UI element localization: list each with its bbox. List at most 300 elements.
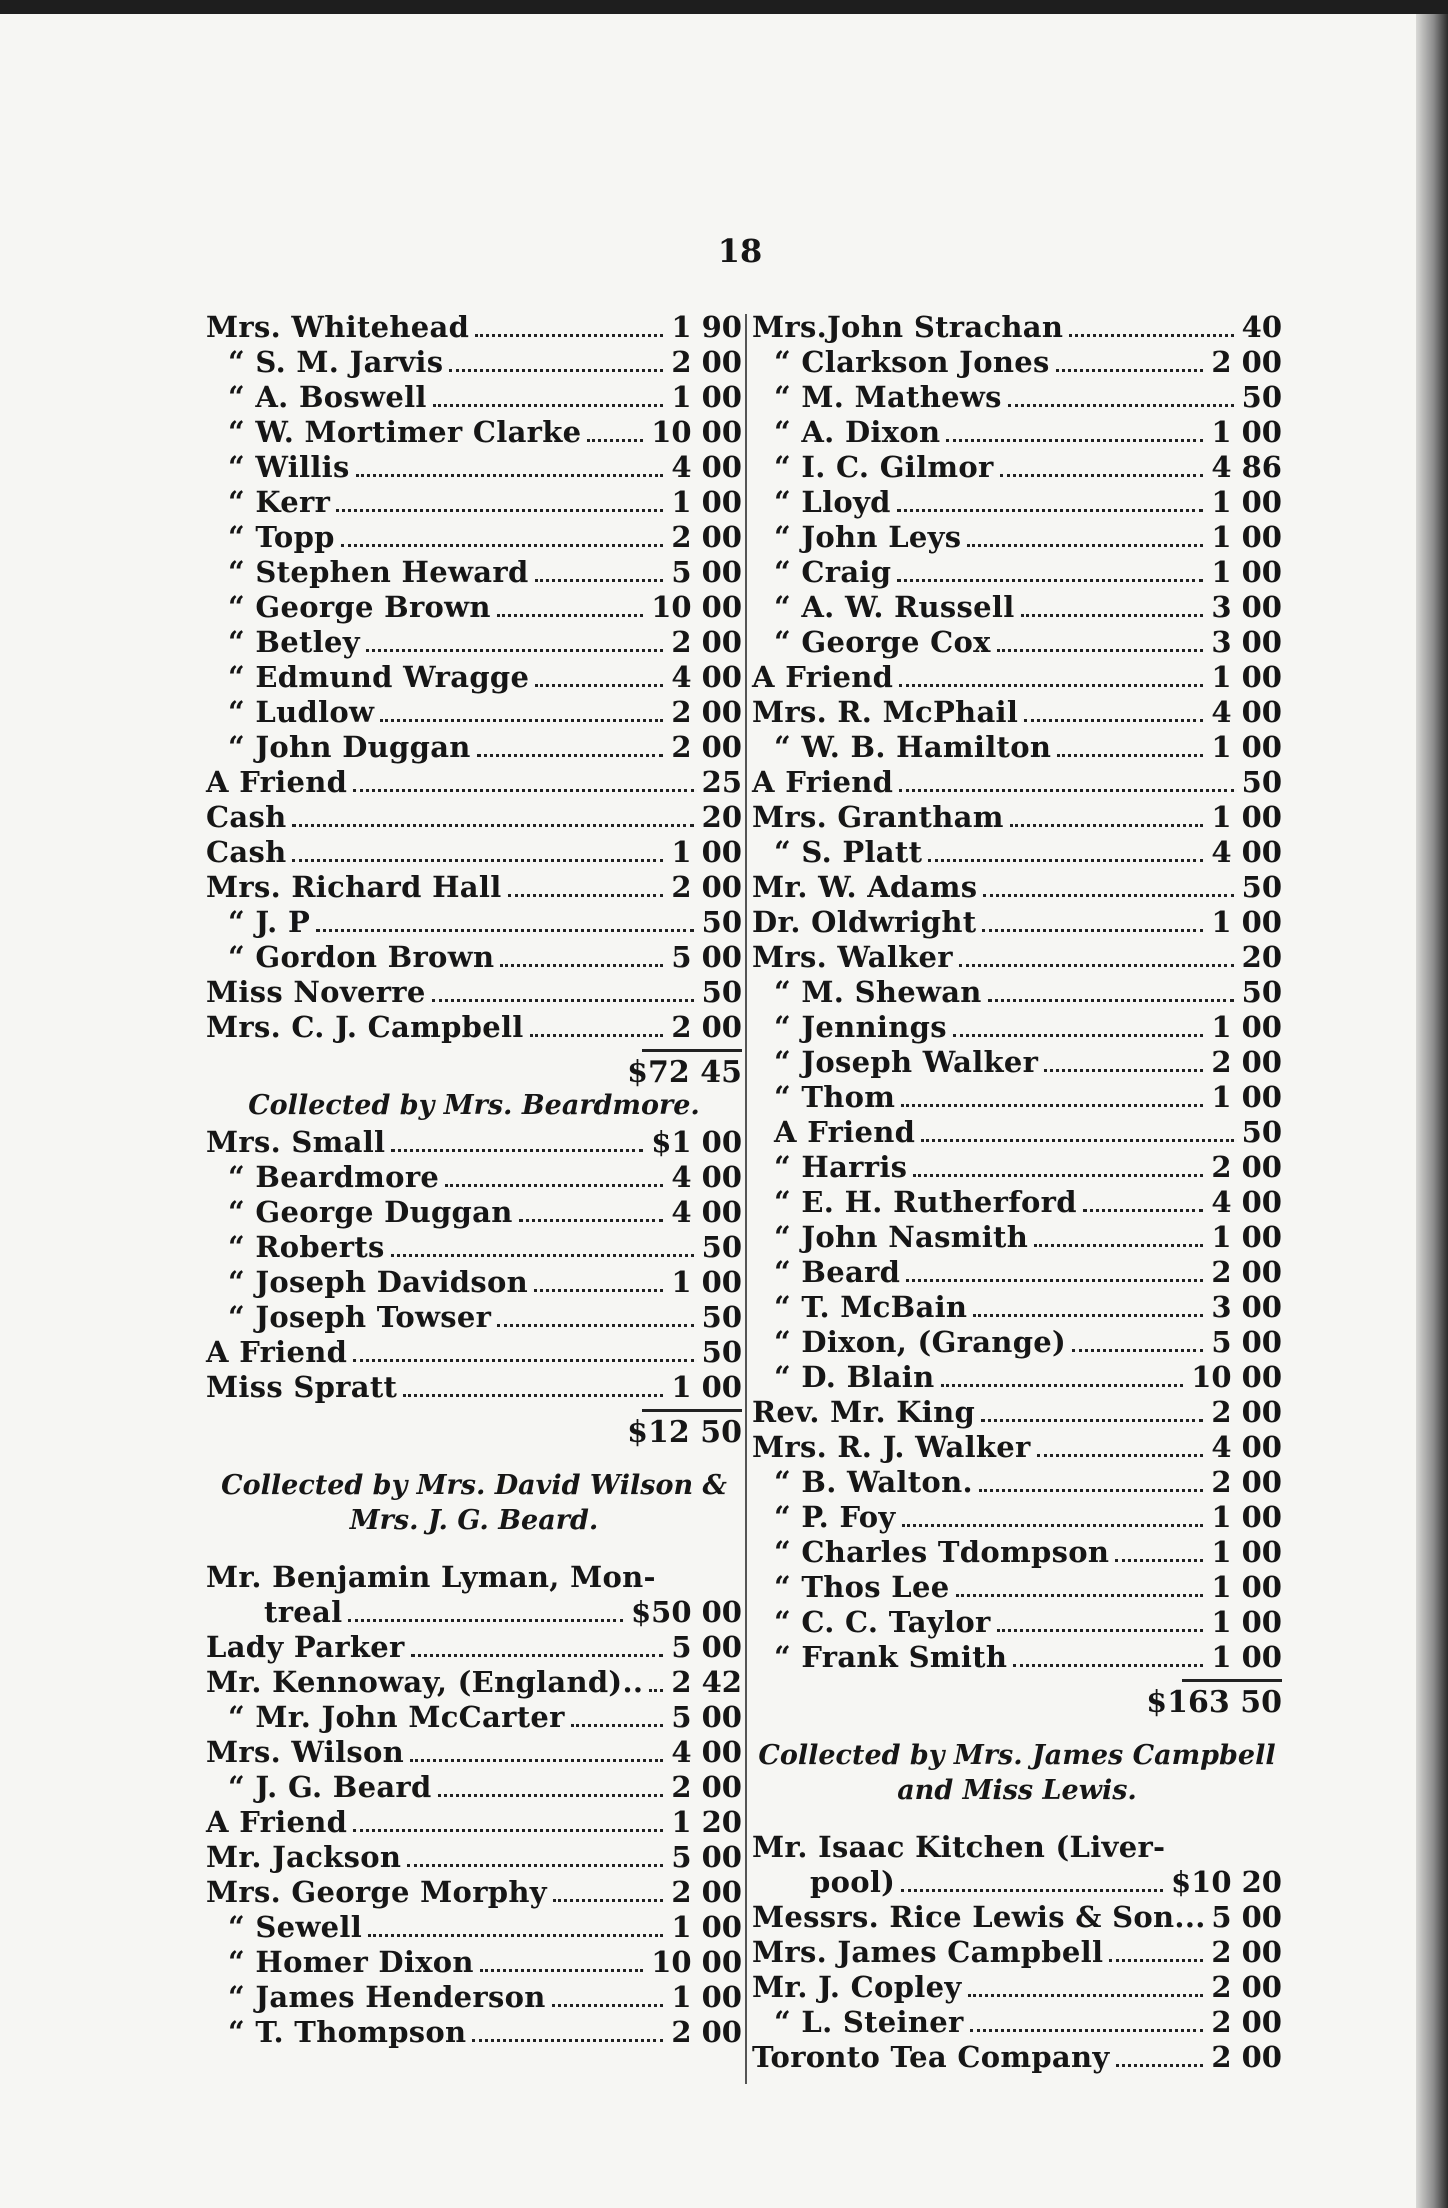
dot-leader — [988, 999, 1234, 1002]
donation-amount: 4 00 — [671, 660, 742, 694]
dot-leader — [519, 1219, 663, 1222]
entry-row — [206, 1875, 742, 1910]
dot-leader — [899, 684, 1203, 687]
donation-amount: 1 00 — [671, 1980, 742, 2014]
donor-name: Messrs. Rice Lewis & Son... — [752, 1900, 1206, 1934]
dot-leader — [968, 1994, 1203, 1997]
dot-leader — [445, 1184, 663, 1187]
donation-amount: 1 00 — [671, 485, 742, 519]
dot-leader — [897, 579, 1203, 582]
column-divider — [745, 314, 747, 2084]
donor-name: “ Topp — [228, 520, 335, 554]
dot-leader — [1072, 1349, 1203, 1352]
donor-name: “ Thos Lee — [774, 1570, 950, 1604]
donation-amount: 3 00 — [1211, 625, 1282, 659]
entry-row-continued — [752, 1830, 1282, 1865]
dot-leader — [913, 1174, 1203, 1177]
dot-leader — [979, 1489, 1203, 1492]
donor-name: “ Clarkson Jones — [774, 345, 1050, 379]
donation-amount: 1 90 — [671, 310, 742, 344]
dot-leader — [553, 1899, 663, 1902]
dot-leader — [997, 649, 1203, 652]
donation-amount: 1 00 — [671, 835, 742, 869]
total-row — [752, 1685, 1282, 1720]
donation-amount: 10 00 — [651, 415, 742, 449]
total-rule-line — [642, 1049, 742, 1052]
entry-row — [206, 940, 742, 975]
donor-name: “ Craig — [774, 555, 892, 589]
donation-amount: 25 — [701, 765, 742, 799]
entry-row — [752, 2005, 1282, 2040]
entry-row — [206, 1265, 742, 1300]
entry-row — [752, 1395, 1282, 1430]
dot-leader — [981, 1419, 1203, 1422]
dot-leader — [1013, 1664, 1203, 1667]
donation-amount: 1 00 — [1211, 660, 1282, 694]
section-heading: Collected by Mrs. James Campbell — [758, 1740, 1276, 1771]
donation-amount: 50 — [701, 1335, 742, 1369]
entry-row — [206, 1300, 742, 1335]
entry-row — [752, 1535, 1282, 1570]
donor-name: Mr. W. Adams — [752, 870, 978, 904]
donor-name: A Friend — [206, 1335, 348, 1369]
donor-name: “ M. Mathews — [774, 380, 1002, 414]
donor-name: “ Dixon, (Grange) — [774, 1325, 1067, 1359]
total-rule — [752, 1675, 1282, 1685]
entry-row — [206, 2015, 742, 2050]
donation-amount: 5 00 — [671, 1630, 742, 1664]
total-row — [206, 1415, 742, 1450]
donation-amount: 4 00 — [671, 450, 742, 484]
entry-row — [206, 1335, 742, 1370]
donor-name: “ Ludlow — [228, 695, 375, 729]
donor-name: “ Charles Tdompson — [774, 1535, 1110, 1569]
donation-amount: 2 00 — [671, 870, 742, 904]
donation-amount: 50 — [1241, 870, 1282, 904]
dot-leader — [1021, 614, 1203, 617]
entry-row — [752, 1605, 1282, 1640]
entry-row — [752, 1500, 1282, 1535]
donation-amount: 1 00 — [671, 1265, 742, 1299]
entry-row — [752, 1900, 1282, 1935]
dot-leader — [953, 1034, 1203, 1037]
donor-name: “ Frank Smith — [774, 1640, 1008, 1674]
entry-row — [752, 695, 1282, 730]
donation-amount: $50 00 — [631, 1595, 742, 1629]
total-rule-line — [642, 1409, 742, 1412]
donor-name: treal — [264, 1595, 343, 1629]
donor-name: Cash — [206, 835, 287, 869]
donor-name: “ Mr. John McCarter — [228, 1700, 565, 1734]
dot-leader — [530, 1034, 663, 1037]
entry-row — [206, 520, 742, 555]
donation-amount: 5 00 — [671, 1700, 742, 1734]
donation-amount: 1 00 — [1211, 520, 1282, 554]
dot-leader — [356, 474, 663, 477]
donation-amount: 50 — [1241, 380, 1282, 414]
section-heading: Collected by Mrs. David Wilson & — [221, 1470, 727, 1501]
entry-row — [752, 870, 1282, 905]
dot-leader — [587, 439, 643, 442]
donation-amount: 2 00 — [671, 520, 742, 554]
donor-name: Mr. Benjamin Lyman, Mon- — [206, 1560, 656, 1594]
donor-name: Mrs. James Campbell — [752, 1935, 1104, 1969]
spacer — [752, 1810, 1282, 1830]
entry-row — [206, 1160, 742, 1195]
entry-row — [206, 1230, 742, 1265]
dot-leader — [1056, 369, 1203, 372]
donor-name: “ D. Blain — [774, 1360, 935, 1394]
donor-name: “ W. B. Hamilton — [774, 730, 1052, 764]
donor-name: “ J. G. Beard — [228, 1770, 432, 1804]
donation-amount: 4 86 — [1211, 450, 1282, 484]
entry-row — [752, 1045, 1282, 1080]
donation-amount: 10 00 — [1191, 1360, 1282, 1394]
donation-amount: 1 00 — [1211, 1080, 1282, 1114]
entry-row-continued — [206, 1560, 742, 1595]
donation-amount: 1 00 — [1211, 555, 1282, 589]
entry-row — [206, 1910, 742, 1945]
donation-amount: 2 00 — [671, 2015, 742, 2049]
donor-name: “ B. Walton. — [774, 1465, 973, 1499]
donor-name: “ George Brown — [228, 590, 491, 624]
entry-row — [752, 765, 1282, 800]
dot-leader — [368, 1934, 663, 1937]
dot-leader — [1034, 1244, 1203, 1247]
entry-row — [752, 1185, 1282, 1220]
donation-amount: 4 00 — [671, 1160, 742, 1194]
entry-row — [752, 1970, 1282, 2005]
donation-amount: 5 00 — [671, 940, 742, 974]
donation-amount: 4 00 — [671, 1735, 742, 1769]
entry-row — [206, 1945, 742, 1980]
dot-leader — [1037, 1454, 1203, 1457]
donation-amount: 2 00 — [671, 1875, 742, 1909]
total-amount: $12 50 — [627, 1415, 742, 1450]
dot-leader — [901, 1104, 1203, 1107]
donation-amount: 1 00 — [671, 1910, 742, 1944]
dot-leader — [899, 789, 1234, 792]
donor-name: “ T. Thompson — [228, 2015, 467, 2049]
donor-name: Mrs. Walker — [752, 940, 953, 974]
dot-leader — [472, 2039, 663, 2042]
entry-row — [752, 310, 1282, 345]
dot-leader — [1069, 334, 1234, 337]
entry-row — [752, 520, 1282, 555]
donor-name: “ John Nasmith — [774, 1220, 1029, 1254]
donation-amount: 2 00 — [671, 695, 742, 729]
donor-name: “ Edmund Wragge — [228, 660, 530, 694]
donor-name: “ Joseph Towser — [228, 1300, 492, 1334]
page-edge-shadow — [1416, 14, 1448, 2208]
donation-amount: 40 — [1241, 310, 1282, 344]
donor-name: “ Lloyd — [774, 485, 891, 519]
donor-name: “ C. C. Taylor — [774, 1605, 991, 1639]
donor-name: Miss Noverre — [206, 975, 426, 1009]
donor-name: “ Kerr — [228, 485, 331, 519]
dot-leader — [410, 1759, 663, 1762]
donation-amount: 20 — [1241, 940, 1282, 974]
donation-amount: 2 00 — [1211, 1045, 1282, 1079]
total-amount: $72 45 — [627, 1055, 742, 1090]
donor-name: Lady Parker — [206, 1630, 405, 1664]
dot-leader — [649, 1689, 663, 1692]
donor-name: A Friend — [206, 765, 348, 799]
dot-leader — [983, 894, 1234, 897]
entry-row — [206, 765, 742, 800]
donor-name: “ W. Mortimer Clarke — [228, 415, 582, 449]
donation-amount: 1 00 — [1211, 1535, 1282, 1569]
donor-name: Mrs. Wilson — [206, 1735, 405, 1769]
dot-leader — [1010, 824, 1203, 827]
donation-amount: 50 — [701, 905, 742, 939]
dot-leader — [997, 1629, 1203, 1632]
dot-leader — [901, 1889, 1163, 1892]
dot-leader — [1115, 1559, 1203, 1562]
entry-row — [752, 1220, 1282, 1255]
entry-row — [752, 1360, 1282, 1395]
entry-row — [206, 1805, 742, 1840]
entry-row — [752, 590, 1282, 625]
donor-name: “ John Leys — [774, 520, 962, 554]
donation-amount: 5 00 — [1211, 1325, 1282, 1359]
dot-leader — [391, 1254, 694, 1257]
donation-amount: 1 00 — [671, 1370, 742, 1404]
dot-leader — [508, 894, 663, 897]
dot-leader — [316, 929, 694, 932]
donor-name: Mrs.John Strachan — [752, 310, 1064, 344]
section-heading: Mrs. J. G. Beard. — [349, 1505, 599, 1536]
donor-name: A Friend — [774, 1115, 916, 1149]
donation-amount: 5 00 — [671, 555, 742, 589]
dot-leader — [348, 1619, 623, 1622]
donation-amount: 2 42 — [671, 1665, 742, 1699]
donor-name: A Friend — [206, 1805, 348, 1839]
dot-leader — [391, 1149, 643, 1152]
dot-leader — [1000, 474, 1203, 477]
donation-amount: $10 20 — [1171, 1865, 1282, 1899]
donation-amount: 4 00 — [1211, 1185, 1282, 1219]
entry-row — [206, 800, 742, 835]
dot-leader — [475, 334, 663, 337]
dot-leader — [292, 859, 663, 862]
entry-row — [752, 835, 1282, 870]
dot-leader — [1044, 1069, 1203, 1072]
spacer — [206, 1540, 742, 1560]
donor-name: “ S. Platt — [774, 835, 923, 869]
dot-leader — [982, 929, 1203, 932]
donation-amount: 4 00 — [1211, 835, 1282, 869]
donor-name: Mr. Jackson — [206, 1840, 402, 1874]
dot-leader — [571, 1724, 663, 1727]
entry-row — [752, 800, 1282, 835]
donor-name: “ A. W. Russell — [774, 590, 1015, 624]
entry-row — [206, 1665, 742, 1700]
entry-row — [752, 1115, 1282, 1150]
donation-amount: 1 00 — [1211, 1220, 1282, 1254]
dot-leader — [902, 1524, 1203, 1527]
section-heading: and Miss Lewis. — [897, 1775, 1137, 1806]
dot-leader — [497, 1324, 694, 1327]
donor-name: “ Beard — [774, 1255, 901, 1289]
entry-row — [206, 1735, 742, 1770]
entry-row — [752, 730, 1282, 765]
donor-name: “ S. M. Jarvis — [228, 345, 444, 379]
entry-row — [752, 1150, 1282, 1185]
donation-amount: 4 00 — [1211, 695, 1282, 729]
donor-name: “ I. C. Gilmor — [774, 450, 994, 484]
dot-leader — [433, 404, 663, 407]
entry-row — [206, 1770, 742, 1805]
dot-leader — [438, 1794, 663, 1797]
donation-amount: 2 00 — [1211, 1970, 1282, 2004]
donation-amount: 3 00 — [1211, 1290, 1282, 1324]
entry-row — [752, 1935, 1282, 1970]
donation-amount: 5 00 — [1211, 1900, 1282, 1934]
donation-amount: 50 — [1241, 765, 1282, 799]
dot-leader — [959, 964, 1234, 967]
dot-leader — [500, 964, 663, 967]
donation-amount: 2 00 — [1211, 1395, 1282, 1429]
document-page — [0, 14, 1416, 2208]
donation-amount: 2 00 — [1211, 2040, 1282, 2074]
donor-name: Miss Spratt — [206, 1370, 398, 1404]
dot-leader — [956, 1594, 1203, 1597]
dot-leader — [353, 1359, 694, 1362]
dot-leader — [1008, 404, 1234, 407]
entry-row — [206, 380, 742, 415]
donation-amount: 2 00 — [671, 730, 742, 764]
donor-name: “ Gordon Brown — [228, 940, 495, 974]
donation-amount: 2 00 — [1211, 1935, 1282, 1969]
entry-row — [752, 1010, 1282, 1045]
donation-amount: 5 00 — [671, 1840, 742, 1874]
total-rule — [206, 1045, 742, 1055]
entry-row — [752, 1640, 1282, 1675]
donor-name: Mr. Isaac Kitchen (Liver- — [752, 1830, 1166, 1864]
dot-leader — [897, 509, 1203, 512]
donor-name: “ Jennings — [774, 1010, 947, 1044]
entry-row — [752, 660, 1282, 695]
total-rule-line — [1182, 1679, 1282, 1682]
donation-amount: 50 — [701, 975, 742, 1009]
entry-row — [206, 1840, 742, 1875]
entry-row — [206, 450, 742, 485]
donation-amount: 2 00 — [1211, 1150, 1282, 1184]
entry-row — [752, 2040, 1282, 2075]
donation-amount: 1 20 — [671, 1805, 742, 1839]
donation-amount: 1 00 — [1211, 1500, 1282, 1534]
entry-row — [752, 1290, 1282, 1325]
spacer — [206, 1450, 742, 1470]
entry-row — [752, 625, 1282, 660]
entry-row — [752, 485, 1282, 520]
entry-row — [752, 415, 1282, 450]
dot-leader — [477, 754, 663, 757]
donor-name: Cash — [206, 800, 287, 834]
dot-leader — [1024, 719, 1203, 722]
donor-name: “ James Henderson — [228, 1980, 546, 2014]
total-row — [206, 1055, 742, 1090]
donor-name: “ M. Shewan — [774, 975, 982, 1009]
donation-amount: 50 — [701, 1230, 742, 1264]
entry-row — [206, 870, 742, 905]
entry-row — [206, 730, 742, 765]
entry-row — [206, 345, 742, 380]
donor-name: “ George Duggan — [228, 1195, 513, 1229]
donation-amount: 50 — [1241, 975, 1282, 1009]
donation-amount: 2 00 — [671, 1770, 742, 1804]
dot-leader — [1083, 1209, 1203, 1212]
donor-name: Mrs. Grantham — [752, 800, 1004, 834]
donation-amount: 50 — [701, 1300, 742, 1334]
total-amount: $163 50 — [1146, 1685, 1282, 1720]
entry-row — [206, 555, 742, 590]
dot-leader — [921, 1139, 1234, 1142]
donor-name: “ John Duggan — [228, 730, 471, 764]
total-rule — [206, 1405, 742, 1415]
entry-row — [752, 905, 1282, 940]
entry-row — [752, 1080, 1282, 1115]
entry-row — [752, 940, 1282, 975]
entry-row — [206, 1125, 742, 1160]
entry-row — [752, 1865, 1282, 1900]
entry-row — [752, 975, 1282, 1010]
dot-leader — [353, 1829, 663, 1832]
donation-amount: 1 00 — [1211, 730, 1282, 764]
donation-amount: $1 00 — [651, 1125, 742, 1159]
dot-leader — [970, 2029, 1203, 2032]
entry-row — [206, 835, 742, 870]
dot-leader — [928, 859, 1203, 862]
dot-leader — [336, 509, 663, 512]
donor-name: Toronto Tea Company — [752, 2040, 1110, 2074]
entry-row — [206, 1195, 742, 1230]
dot-leader — [432, 999, 694, 1002]
donor-name: “ Joseph Davidson — [228, 1265, 529, 1299]
entry-row — [752, 1325, 1282, 1360]
entry-row — [206, 1370, 742, 1405]
entry-row — [206, 1700, 742, 1735]
dot-leader — [341, 544, 663, 547]
donation-amount: 10 00 — [651, 1945, 742, 1979]
entry-row — [206, 1630, 742, 1665]
donor-name: “ E. H. Rutherford — [774, 1185, 1077, 1219]
donor-name: Mrs. R. McPhail — [752, 695, 1019, 729]
spacer — [752, 1720, 1282, 1740]
donation-amount: 4 00 — [1211, 1430, 1282, 1464]
dot-leader — [480, 1969, 643, 1972]
right-column — [752, 310, 1282, 2075]
dot-leader — [497, 614, 643, 617]
donor-name: “ A. Dixon — [774, 415, 941, 449]
dot-leader — [366, 649, 663, 652]
donation-amount: 50 — [1241, 1115, 1282, 1149]
donor-name: Mrs. R. J. Walker — [752, 1430, 1031, 1464]
donor-name: “ A. Boswell — [228, 380, 427, 414]
donor-name: “ Roberts — [228, 1230, 385, 1264]
donation-amount: 1 00 — [1211, 485, 1282, 519]
entry-row — [752, 380, 1282, 415]
donation-amount: 2 00 — [1211, 1465, 1282, 1499]
donor-name: “ J. P — [228, 905, 311, 939]
entry-row — [752, 1465, 1282, 1500]
donation-amount: 3 00 — [1211, 590, 1282, 624]
donor-name: “ Stephen Heward — [228, 555, 529, 589]
donor-name: “ Harris — [774, 1150, 908, 1184]
donor-name: Mrs. Richard Hall — [206, 870, 502, 904]
donor-name: Mrs. Whitehead — [206, 310, 470, 344]
